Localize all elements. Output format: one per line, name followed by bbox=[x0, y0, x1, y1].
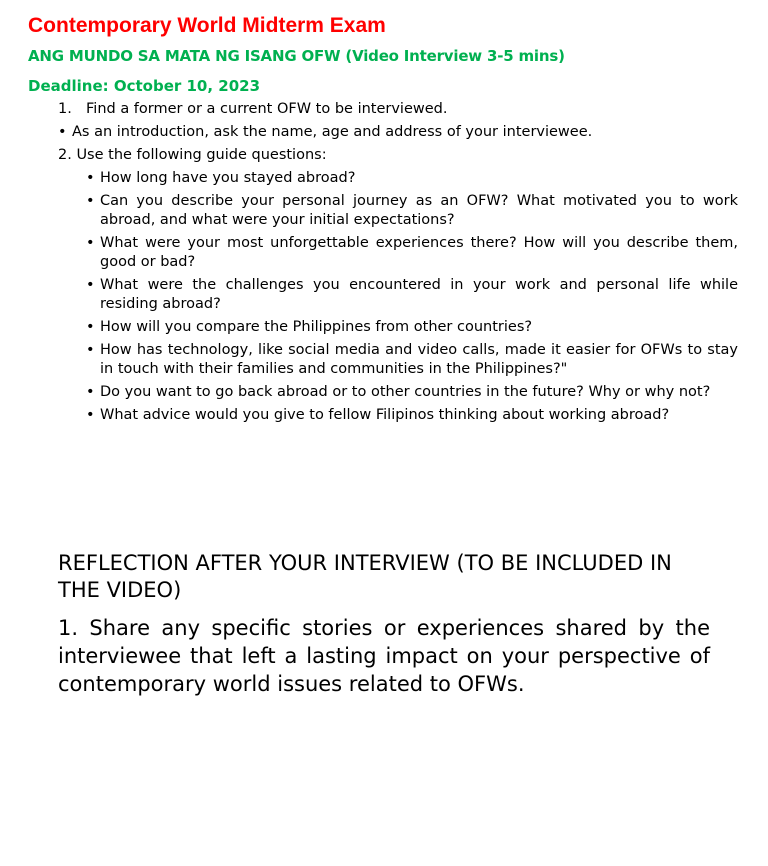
bullet-icon: • bbox=[58, 124, 67, 140]
guide-question bbox=[86, 276, 738, 314]
question-text: How has technology, like social media and video calls, made it easier for OFWs to stay in touch with their families and communities in the Philippines?" bbox=[100, 342, 738, 377]
question-text: What advice would you give to fellow Filipinos thinking about working abroad? bbox=[100, 407, 670, 423]
step-text: Find a former or a current OFW to be interviewed. bbox=[86, 101, 448, 117]
bullet-icon: • bbox=[86, 193, 95, 209]
question-text: How will you compare the Philippines from other countries? bbox=[100, 319, 533, 335]
guide-question bbox=[86, 192, 738, 230]
step-number: 1. bbox=[58, 101, 72, 117]
guide-question bbox=[86, 406, 738, 425]
guide-question bbox=[86, 341, 738, 379]
bullet-icon: • bbox=[86, 235, 95, 251]
bullet-icon: • bbox=[86, 319, 95, 335]
guide-question bbox=[86, 234, 738, 272]
bullet-icon: • bbox=[86, 342, 95, 358]
bullet-icon: • bbox=[86, 384, 95, 400]
reflection-heading: REFLECTION AFTER YOUR INTERVIEW (TO BE INCLUDED IN THE VIDEO) bbox=[58, 551, 672, 602]
guide-question bbox=[86, 318, 738, 337]
exam-title: Contemporary World Midterm Exam bbox=[28, 14, 386, 37]
question-text: How long have you stayed abroad? bbox=[100, 170, 356, 186]
question-text: Do you want to go back abroad or to other countries in the future? Why or why not? bbox=[100, 384, 711, 400]
question-text: What were the challenges you encountered in your work and personal life while residing abroad? bbox=[100, 277, 738, 312]
question-text: What were your most unforgettable experiences there? How will you describe them, good or bad? bbox=[100, 235, 738, 270]
instruction-step-2: 2. Use the following guide questions: bbox=[58, 147, 327, 163]
question-text: Can you describe your personal journey as an OFW? What motivated you to work abroad, and what were your initial expectations? bbox=[100, 193, 738, 228]
bullet-icon: • bbox=[86, 277, 95, 293]
bullet-icon: • bbox=[86, 170, 95, 186]
guide-questions-list bbox=[86, 169, 738, 429]
bullet-icon: • bbox=[86, 407, 95, 423]
instruction-step-1 bbox=[58, 100, 447, 119]
guide-question bbox=[86, 383, 738, 402]
assignment-subtitle: ANG MUNDO SA MATA NG ISANG OFW (Video Interview 3-5 mins) bbox=[28, 47, 565, 65]
reflection-prompt: 1. Share any specific stories or experiences shared by the interviewee that left a lasting impact on your perspective of contemporary world issues related to OFWs. bbox=[58, 616, 710, 696]
intro-text: As an introduction, ask the name, age and address of your interviewee. bbox=[72, 124, 593, 140]
deadline: Deadline: October 10, 2023 bbox=[28, 77, 261, 95]
guide-question bbox=[86, 169, 738, 188]
instruction-intro bbox=[58, 123, 592, 142]
